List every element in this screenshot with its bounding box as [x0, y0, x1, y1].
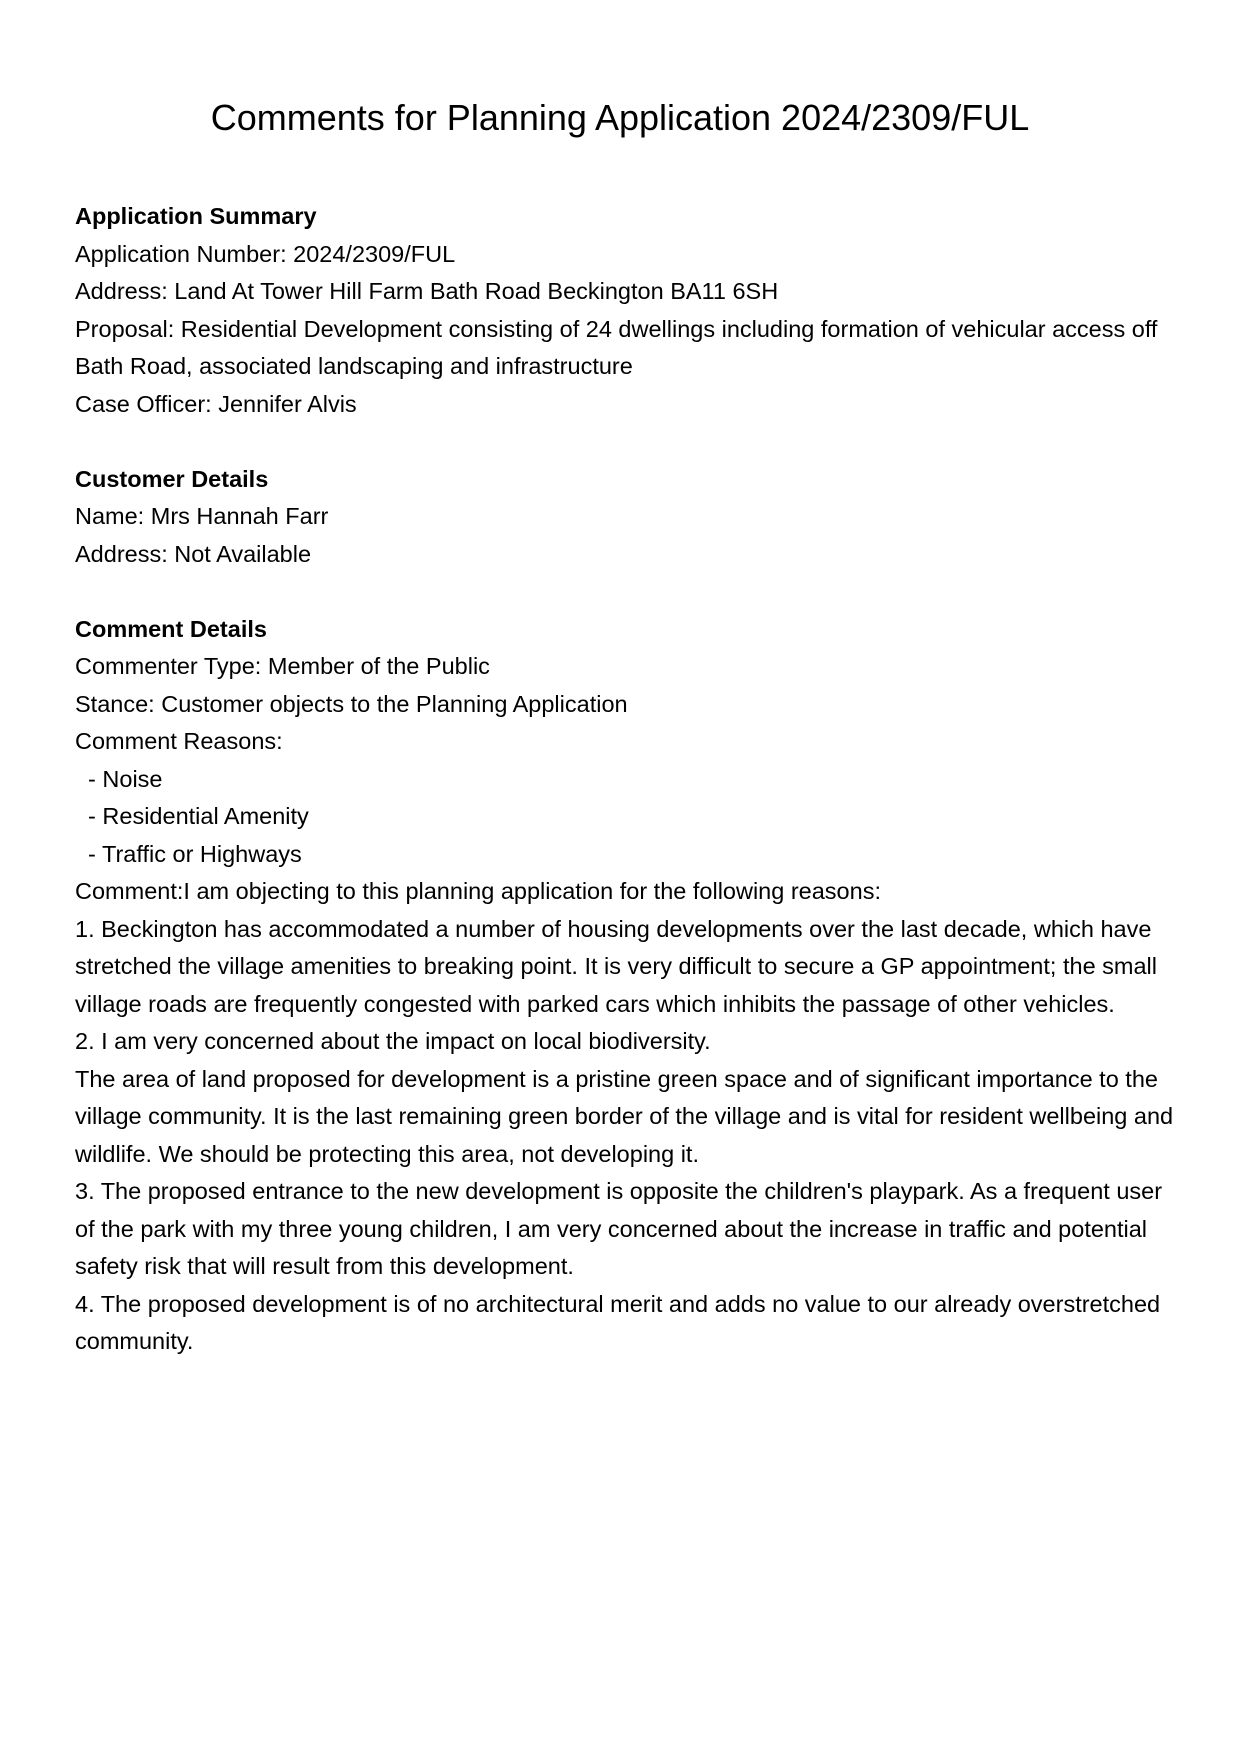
customer-address: Address: Not Available	[75, 540, 312, 567]
application-proposal: Proposal: Residential Development consisting of 24 dwellings including formation of vehicular access off Bath Road, associated landscaping and infrastructure	[75, 315, 1164, 379]
application-number: Application Number: 2024/2309/FUL	[75, 240, 456, 267]
customer-name: Name: Mrs Hannah Farr	[75, 503, 329, 529]
comment-reason-item: - Residential Amenity	[75, 803, 309, 829]
page-title: Comments for Planning Application 2024/2309/FUL	[210, 97, 1030, 138]
document-body	[75, 198, 1180, 1361]
application-address: Address: Land At Tower Hill Farm Bath Road Beckington BA11 6SH	[75, 278, 779, 304]
customer-details-section	[75, 461, 1175, 574]
comment-reasons-label: Comment Reasons:	[75, 728, 283, 754]
comment-reason-item: - Traffic or Highways	[75, 840, 302, 867]
comment-point-2-detail: The area of land proposed for development is a pristine green space and of significant importance to the village community. It is the last remaining green border of the village and is vital for resident wellbeing and wildlife. We should be protecting this area, not developing it.	[75, 1065, 1180, 1167]
comment-point-1: 1. Beckington has accommodated a number of housing developments over the last decade, which have stretched the village amenities to breaking point. It is very difficult to secure a GP appointment; the small village roads are frequently congested with parked cars which inhibits the passage of other vehicles.	[75, 915, 1164, 1017]
comment-details-heading: Comment Details	[75, 615, 267, 642]
stance: Stance: Customer objects to the Planning Application	[75, 690, 628, 717]
section-spacer	[75, 573, 1175, 611]
commenter-type: Commenter Type: Member of the Public	[75, 653, 490, 679]
application-summary-section	[75, 198, 1175, 423]
comment-point-4: 4. The proposed development is of no architectural merit and adds no value to our already overstretched community.	[75, 1290, 1167, 1354]
customer-details-heading: Customer Details	[75, 465, 269, 492]
case-officer: Case Officer: Jennifer Alvis	[75, 390, 357, 417]
application-summary-heading: Application Summary	[75, 203, 317, 229]
section-spacer	[75, 423, 1175, 461]
comment-reason-item: - Noise	[75, 765, 163, 792]
comment-point-3: 3. The proposed entrance to the new development is opposite the children's playpark. As a frequent user of the park with my three young children, I am very concerned about the increase in traffic and potential safety risk that will result from this development.	[75, 1178, 1169, 1279]
comment-details-section	[75, 611, 1180, 1361]
comment-point-2: 2. I am very concerned about the impact on local biodiversity.	[75, 1028, 711, 1054]
comment-intro: Comment:I am objecting to this planning application for the following reasons:	[75, 878, 881, 904]
